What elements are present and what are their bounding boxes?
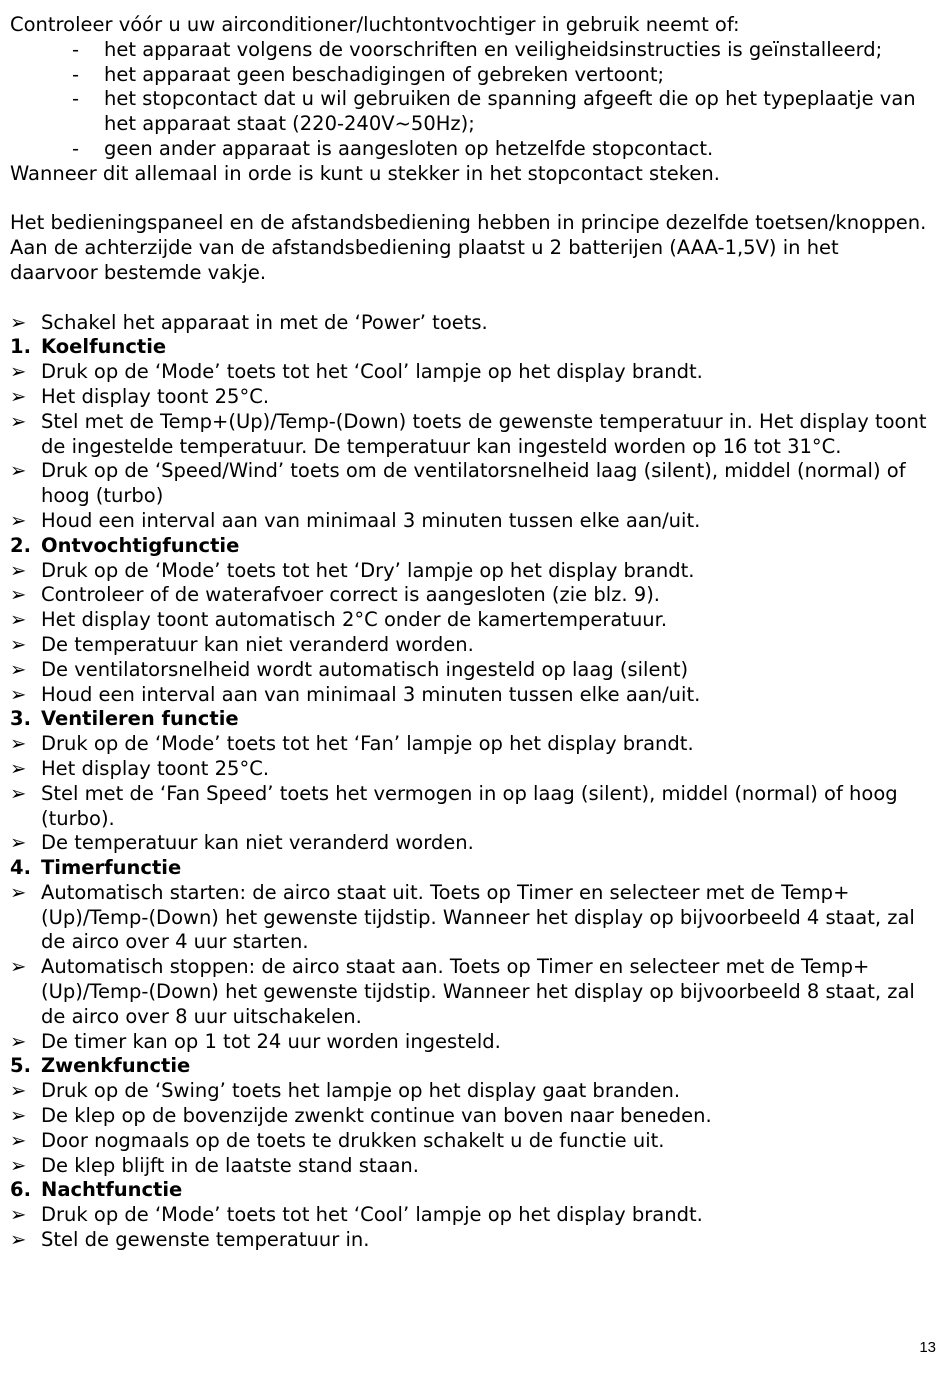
- intro-text: Controleer vóór u uw airconditioner/luchtontvochtiger in gebruik neemt of:: [10, 13, 740, 36]
- bullet-text: De klep blijft in de laatste stand staan.: [41, 1153, 419, 1177]
- check-item: - het stopcontact dat u wil gebruiken de spanning afgeeft die op het typeplaatje van het apparaat staat (220-240V~50Hz);: [10, 87, 930, 137]
- bullet-text: Druk op de ‘Mode’ toets tot het ‘Fan’ lampje op het display brandt.: [41, 732, 694, 756]
- bullet-text: Stel met de Temp+(Up)/Temp-(Down) toets de gewenste temperatuur in. Het display toont de ingestelde temperatuur. De temperatuur kan ingesteld worden op 16 tot 31°C.: [41, 409, 927, 458]
- arrow-bullet-icon: ➢: [10, 508, 27, 532]
- arrow-bullet-icon: ➢: [10, 1128, 27, 1152]
- instruction-bullet: [10, 658, 930, 683]
- arrow-bullet-icon: ➢: [10, 608, 27, 632]
- function-sections: [10, 335, 930, 1252]
- instruction-bullet: [10, 1129, 930, 1154]
- battery-text: Aan de achterzijde van de afstandsbediening plaatst u 2 batterijen (AAA-1,5V) in het daarvoor bestemde vakje.: [10, 236, 839, 284]
- check-item: - het apparaat geen beschadigingen of gebreken vertoont;: [10, 63, 930, 88]
- instruction-bullet: [10, 1203, 930, 1228]
- check-item: - geen ander apparaat is aangesloten op hetzelfde stopcontact.: [10, 137, 930, 162]
- bullet-text: Houd een interval aan van minimaal 3 minuten tussen elke aan/uit.: [41, 508, 701, 532]
- arrow-bullet-icon: ➢: [10, 682, 27, 706]
- section-number: 2.: [10, 533, 31, 557]
- check-item: - het apparaat volgens de voorschriften en veiligheidsinstructies is geïnstalleerd;: [10, 38, 930, 63]
- dash-marker: -: [72, 37, 80, 61]
- bullet-text: Druk op de ‘Mode’ toets tot het ‘Cool’ lampje op het display brandt.: [41, 1203, 703, 1227]
- instruction-bullet: [10, 1154, 930, 1179]
- after-checks-text: Wanneer dit allemaal in orde is kunt u stekker in het stopcontact steken.: [10, 161, 720, 185]
- bullet-text: De timer kan op 1 tot 24 uur worden ingesteld.: [41, 1029, 501, 1053]
- section-heading: [10, 707, 930, 732]
- section-title: Koelfunctie: [41, 335, 167, 359]
- arrow-bullet-icon: ➢: [10, 632, 27, 656]
- section-number: 3.: [10, 707, 31, 731]
- section-title: Ontvochtigfunctie: [41, 533, 240, 557]
- section-number: 6.: [10, 1178, 31, 1202]
- instruction-bullet: [10, 1104, 930, 1129]
- section-title: Ventileren functie: [41, 707, 239, 731]
- bullet-text: Door nogmaals op de toets te drukken schakelt u de functie uit.: [41, 1128, 665, 1152]
- section-number: 1.: [10, 335, 31, 359]
- instruction-bullet: [10, 583, 930, 608]
- instruction-bullet: [10, 757, 930, 782]
- section-number: 5.: [10, 1054, 31, 1078]
- instruction-bullet: [10, 410, 930, 460]
- dash-marker: -: [72, 87, 80, 111]
- instruction-bullet: [10, 608, 930, 633]
- arrow-bullet-icon: ➢: [10, 955, 27, 979]
- instruction-bullet: [10, 1030, 930, 1055]
- bullet-text: Het display toont 25°C.: [41, 756, 270, 780]
- arrow-bullet-icon: ➢: [10, 409, 27, 433]
- section-title: Zwenkfunctie: [41, 1054, 191, 1078]
- instruction-bullet: [10, 955, 930, 1029]
- arrow-bullet-icon: ➢: [10, 657, 27, 681]
- bullet-text: Automatisch starten: de airco staat uit. Toets op Timer en selecteer met de Temp+(Up)/Temp-(Down) het gewenste tijdstip. Wanneer het display op bijvoorbeeld 4 staat, zal de airco over 4 uur starten.: [41, 880, 915, 954]
- arrow-bullet-icon: ➢: [10, 756, 27, 780]
- instruction-bullet: [10, 1079, 930, 1104]
- section-heading: [10, 335, 930, 360]
- section-heading: [10, 534, 930, 559]
- arrow-bullet-icon: ➢: [10, 1228, 27, 1252]
- section-title: Nachtfunctie: [41, 1178, 183, 1202]
- section-heading: [10, 1054, 930, 1079]
- bullet-text: De klep op de bovenzijde zwenkt continue van boven naar beneden.: [41, 1104, 712, 1128]
- arrow-bullet-icon: ➢: [10, 558, 27, 582]
- instruction-bullet: [10, 633, 930, 658]
- power-bullet: ➢ Schakel het apparaat in met de ‘Power’ toets.: [10, 310, 488, 334]
- arrow-bullet-icon: ➢: [10, 310, 27, 334]
- bullet-text: Houd een interval aan van minimaal 3 minuten tussen elke aan/uit.: [41, 682, 701, 706]
- bullet-text: Druk op de ‘Mode’ toets tot het ‘Cool’ lampje op het display brandt.: [41, 360, 703, 384]
- arrow-bullet-icon: ➢: [10, 781, 27, 805]
- instruction-bullet: [10, 782, 930, 832]
- arrow-bullet-icon: ➢: [10, 880, 27, 904]
- bullet-text: Stel met de ‘Fan Speed’ toets het vermogen in op laag (silent), middel (normal) of hoog (turbo).: [41, 781, 898, 830]
- section-heading: [10, 856, 930, 881]
- arrow-bullet-icon: ➢: [10, 384, 27, 408]
- instruction-bullet: [10, 732, 930, 757]
- instruction-bullet: [10, 683, 930, 708]
- arrow-bullet-icon: ➢: [10, 360, 27, 384]
- instruction-bullet: [10, 1228, 930, 1253]
- arrow-bullet-icon: ➢: [10, 1153, 27, 1177]
- arrow-bullet-icon: ➢: [10, 1079, 27, 1103]
- page-number: 13: [919, 1339, 936, 1356]
- arrow-bullet-icon: ➢: [10, 732, 27, 756]
- bullet-text: Druk op de ‘Speed/Wind’ toets om de ventilatorsnelheid laag (silent), middel (normal) of hoog (turbo): [41, 459, 906, 508]
- arrow-bullet-icon: ➢: [10, 1203, 27, 1227]
- instruction-bullet: [10, 509, 930, 534]
- bullet-text: Controleer of de waterafvoer correct is aangesloten (zie blz. 9).: [41, 583, 661, 607]
- instruction-bullet: [10, 881, 930, 955]
- arrow-bullet-icon: ➢: [10, 1104, 27, 1128]
- check-list: [10, 38, 930, 162]
- section-title: Timerfunctie: [41, 856, 182, 880]
- dash-marker: -: [72, 62, 80, 86]
- bullet-text: Automatisch stoppen: de airco staat aan. Toets op Timer en selecteer met de Temp+(Up)/Temp-(Down) het gewenste tijdstip. Wanneer het display op bijvoorbeeld 8 staat, zal de airco over 8 uur uitschakelen.: [41, 955, 915, 1028]
- instruction-bullet: [10, 559, 930, 584]
- bullet-text: Druk op de ‘Mode’ toets tot het ‘Dry’ lampje op het display brandt.: [41, 558, 695, 582]
- arrow-bullet-icon: ➢: [10, 583, 27, 607]
- section-number: 4.: [10, 856, 31, 880]
- arrow-bullet-icon: ➢: [10, 1029, 27, 1053]
- bullet-text: Het display toont automatisch 2°C onder de kamertemperatuur.: [41, 608, 668, 632]
- bullet-text: Het display toont 25°C.: [41, 384, 270, 408]
- instruction-bullet: [10, 459, 930, 509]
- instruction-bullet: [10, 360, 930, 385]
- document-page: [10, 13, 930, 1253]
- instruction-bullet: [10, 831, 930, 856]
- bullet-text: De temperatuur kan niet veranderd worden.: [41, 632, 474, 656]
- dash-marker: -: [72, 136, 80, 160]
- arrow-bullet-icon: ➢: [10, 831, 27, 855]
- bullet-text: Stel de gewenste temperatuur in.: [41, 1228, 370, 1252]
- arrow-bullet-icon: ➢: [10, 459, 27, 483]
- bullet-text: Druk op de ‘Swing’ toets het lampje op het display gaat branden.: [41, 1079, 681, 1103]
- bullet-text: De ventilatorsnelheid wordt automatisch ingesteld op laag (silent): [41, 657, 689, 681]
- bullet-text: De temperatuur kan niet veranderd worden.: [41, 831, 474, 855]
- panel-text: Het bedieningspaneel en de afstandsbediening hebben in principe dezelfde toetsen/knoppen.: [10, 211, 927, 235]
- instruction-bullet: [10, 385, 930, 410]
- section-heading: [10, 1178, 930, 1203]
